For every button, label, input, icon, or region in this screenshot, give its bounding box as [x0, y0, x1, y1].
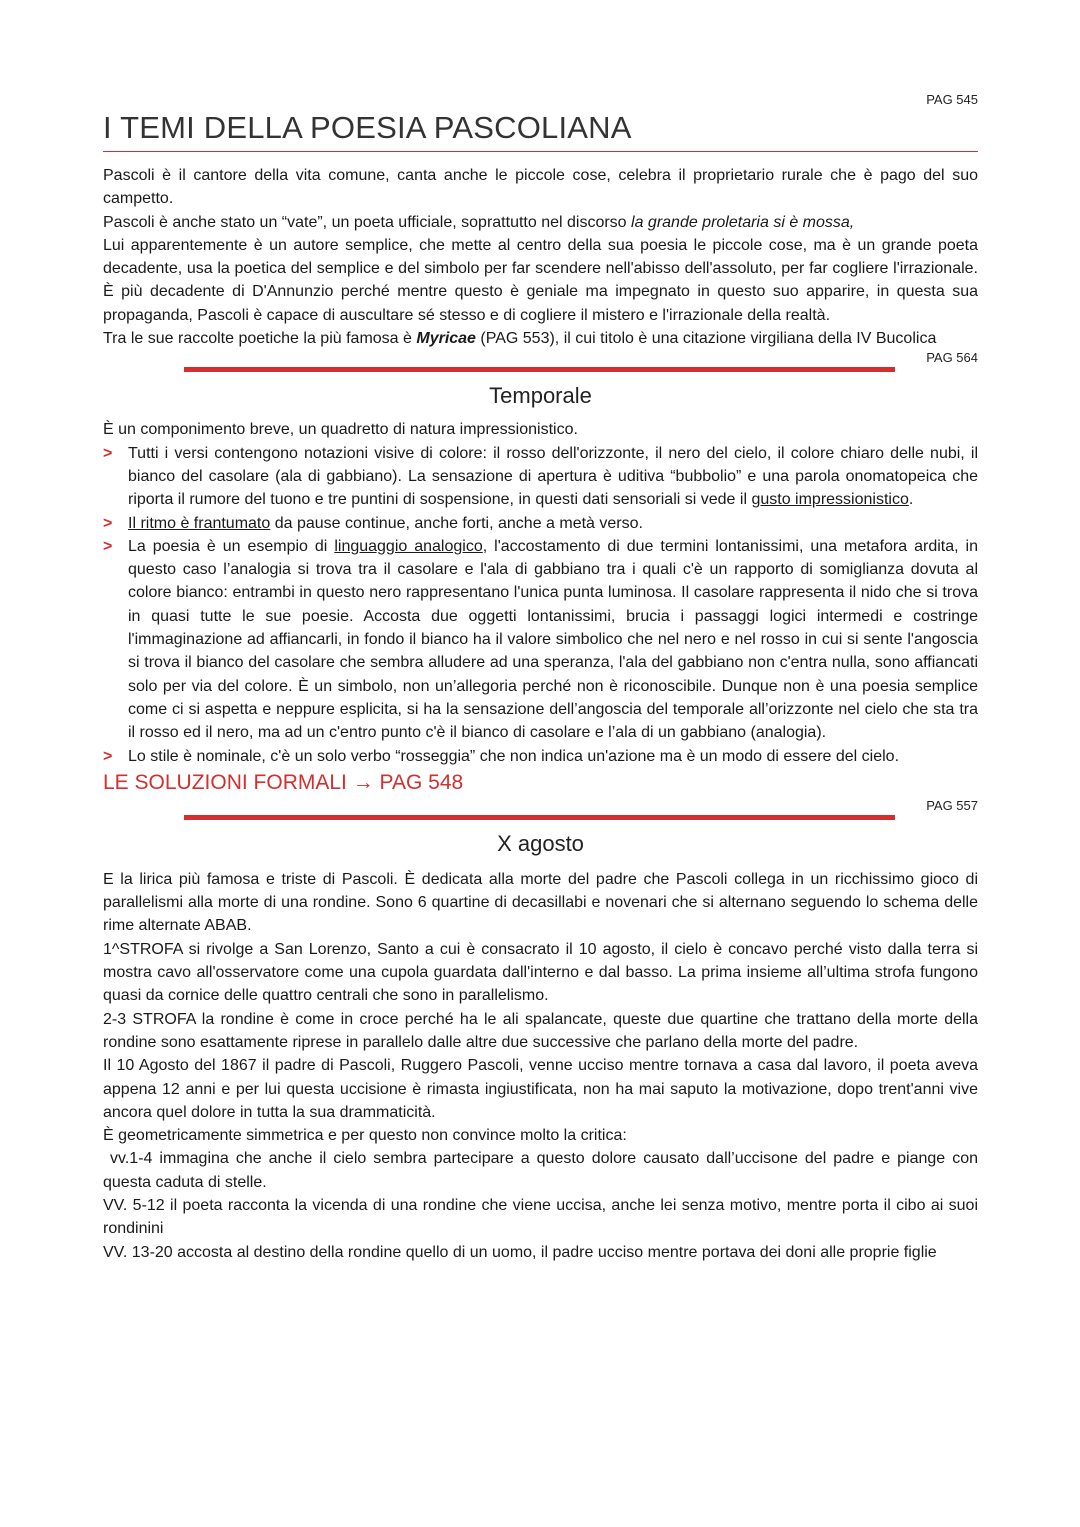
- body-paragraph: VV. 13-20 accosta al destino della rondine quello di un uomo, il padre ucciso mentre portava dei doni alle proprie figlie: [103, 1243, 937, 1261]
- body-paragraph: vv.1-4 immagina che anche il cielo sembra partecipare a questo dolore causato dall’uccisone del padre e piange con questa caduta di stelle.: [103, 1150, 983, 1191]
- body-paragraph: E la lirica più famosa e triste di Pascoli. È dedicata alla morte del padre che Pascoli collega in un ricchissimo gioco di parallelismi alla morte di una rondine. Sono 6 quartine di decasillabi e novenari che si alternano seguendo lo schema delle rime alternate ABAB.: [103, 870, 978, 935]
- text-run: La poesia è un esempio di: [128, 537, 335, 555]
- body-paragraph: Il 10 Agosto del 1867 il padre di Pascoli, Ruggero Pascoli, venne ucciso mentre tornava a casa dal lavoro, il poeta aveva appena 12 anni e per lui questa uccisione è rimasta ingiustificata, non ha mai saputo la motivazione, dopo trent'anni vive ancora quel dolore in tutta la sua drammaticità.: [103, 1057, 978, 1121]
- list-item: [103, 745, 978, 768]
- list-item: [103, 442, 978, 512]
- underlined-term: Il ritmo è frantumato: [128, 514, 271, 532]
- underlined-term: linguaggio analogico: [334, 537, 483, 555]
- intro-paragraph: Pascoli è il cantore della vita comune, canta anche le piccole cose, celebra il proprietario rurale che è pago del suo campetto.: [103, 167, 978, 208]
- intro-paragraph: [103, 327, 978, 350]
- arrow-bullet-icon: >: [103, 537, 113, 555]
- page-title: I TEMI DELLA POESIA PASCOLIANA: [103, 110, 632, 145]
- text-run: , l'accostamento di due termini lontanissimi, una metafora ardita, in questo caso l’analogia si trova tra il casolare e l'ala di gabbiano tra i quali c'è un rapporto di somiglianza dovuta al colore bianco: entrambi in questo nero rappresentano l'unica punta luminosa. Il casolare rappresenta il nido che si trova in quasi tutte le sue poesie. Accosta due oggetti lontanissimi, brucia i passaggi logici intermedi e costringe l'immaginazione ad affiancarli, in fondo il bianco ha il valore simbolico che nel nero e nel rosso in cui si sente l'angoscia si trova il bianco del casolare che sembra alludere ad una speranza, l'ala del gabbiano non c'entra nulla, sono affiancati solo per via del colore. È un simbolo, non un’allegoria perché non è riconoscibile. Dunque non è una poesia semplice come ci si aspetta e neppure esplicita, si ha la sensazione dell’angoscia del temporale all’orizzonte nel cielo che sta tra il rosso ed il nero, ma ad un c'entro punto c'è il bianco di casolare e l’ala di un gabbiano (analogia).: [128, 537, 978, 742]
- body-paragraph: VV. 5-12 il poeta racconta la vicenda di una rondine che viene uccisa, anche lei senza motivo, mentre porta il cibo ai suoi rondinini: [103, 1196, 978, 1238]
- italic-title: la grande proletaria si è mossa,: [631, 213, 855, 231]
- text-run: Lo stile è nominale, c'è un solo verbo “rosseggia” che non indica un'azione ma è un modo di essere del cielo.: [128, 747, 900, 765]
- text-run: Tra le sue raccolte poetiche la più famosa è: [103, 330, 417, 348]
- arrow-bullet-icon: >: [103, 747, 113, 765]
- section-divider: [103, 814, 978, 829]
- underlined-term: gusto impressionistico: [751, 491, 909, 509]
- arrow-bullet-icon: >: [103, 444, 113, 462]
- title-underline: [103, 151, 978, 152]
- text-run: Tutti i versi contengono notazioni visive di colore: il rosso dell'orizzonte, il nero del cielo, il colore chiaro delle nubi, il bianco del casolare (ala di gabbiano). La sensazione di apertura è uditiva “bubbolio” e una parola onomatopeica che riporta il rumore del tuono e tre puntini di sospensione, in questi dati sensoriali si vede il: [128, 444, 978, 509]
- list-item: [103, 512, 978, 535]
- document-page: [103, 0, 983, 1264]
- intro-section: [103, 164, 978, 350]
- page-reference: PAG 545: [926, 92, 978, 107]
- text-run: da pause continue, anche forti, anche a metà verso.: [270, 514, 643, 532]
- section-title: X agosto: [497, 830, 584, 856]
- list-item: [103, 535, 978, 745]
- text-run: Pascoli è anche stato un “vate”, un poeta ufficiale, soprattutto nel discorso: [103, 213, 632, 231]
- page-reference: PAG 557: [926, 797, 978, 813]
- section-title: Temporale: [489, 383, 592, 409]
- text-run: .: [908, 491, 914, 509]
- intro-paragraph: [103, 211, 978, 234]
- bullet-list: [103, 442, 978, 768]
- body-paragraph: È geometricamente simmetrica e per questo non convince molto la critica:: [103, 1127, 627, 1145]
- collection-title: Myricae: [416, 330, 476, 348]
- xagosto-body: [103, 868, 983, 1264]
- cross-reference-heading: LE SOLUZIONI FORMALI → PAG 548: [103, 770, 464, 794]
- body-paragraph: 1^STROFA si rivolge a San Lorenzo, Santo a cui è consacrato il 10 agosto, il cielo è concavo perché visto dalla terra si mostra cavo all'osservatore come una cupola guardata dall'interno e dal basso. La prima insieme all’ultima strofa fungono quasi da cornice delle quattro centrali che sono in parallelismo.: [103, 940, 978, 1005]
- arrow-bullet-icon: >: [103, 514, 113, 532]
- intro-paragraph: Lui apparentemente è un autore semplice, che mette al centro della sua poesia le piccole cose, ma è un grande poeta decadente, usa la poetica del semplice e del simbolo per far scendere nell'abisso dell'assoluto, per far cogliere l'irrazionale. È più decadente di D'Annunzio perché mentre questo è geniale ma impegnato in questo suo apparire, in questa sua propaganda, Pascoli è capace di auscultare sé stesso e di cogliere il mistero e l'irrazionale della realtà.: [103, 236, 978, 324]
- text-run: (PAG 553), il cui titolo è una citazione virgiliana della IV Bucolica: [475, 330, 937, 348]
- body-paragraph: 2-3 STROFA la rondine è come in croce perché ha le ali spalancate, queste due quartine che trattano della morte della rondine sono esattamente riprese in parallelo dalle altre due successive che parlano della morte del padre.: [103, 1010, 978, 1051]
- section-intro: È un componimento breve, un quadretto di natura impressionistico.: [103, 421, 578, 439]
- section-divider: [103, 366, 978, 381]
- page-reference: PAG 564: [926, 350, 978, 366]
